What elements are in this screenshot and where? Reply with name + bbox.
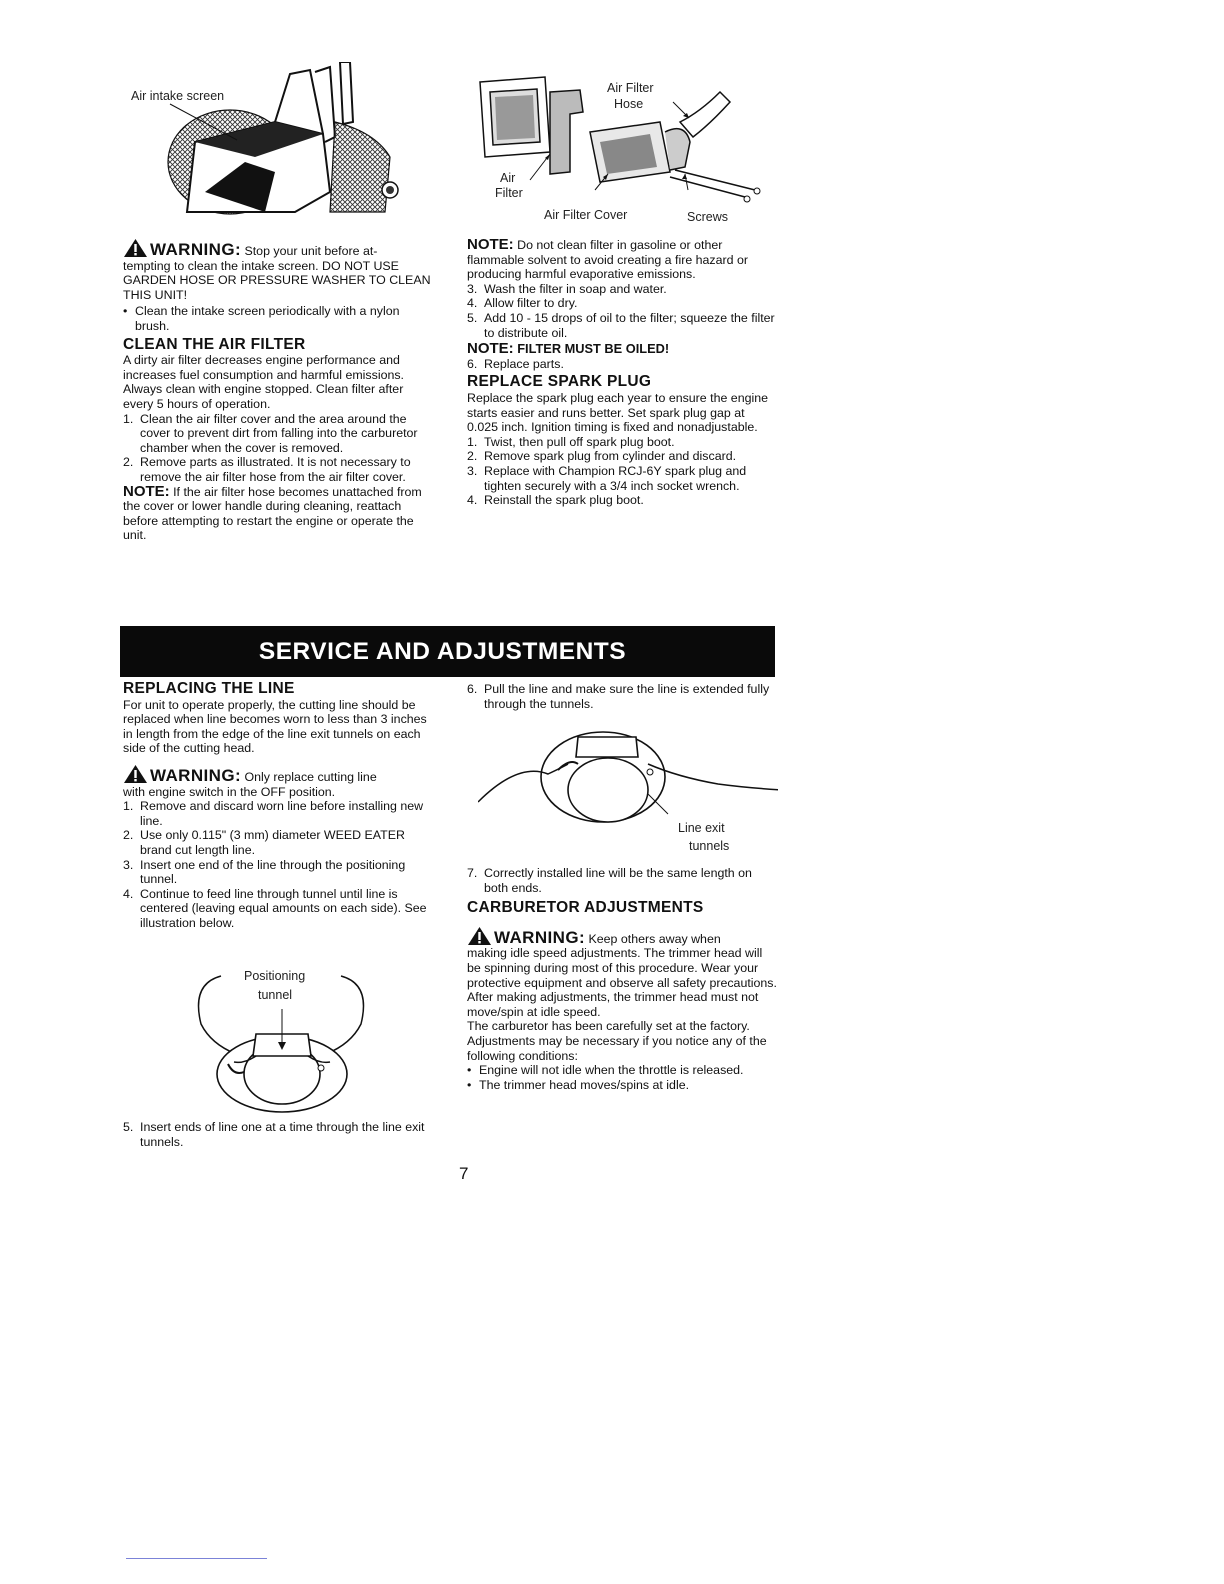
left-top-column [123,238,433,543]
warning-word: WARNING: [150,240,242,259]
positioning-label-2: tunnel [258,988,293,1002]
warning-text-rest: tempting to clean the intake screen. DO NOT USE GARDEN HOSE OR PRESSURE WASHER TO CLEAN THIS UNIT! [123,258,431,302]
air-intake-illustration [125,62,415,222]
air-filter-label-1: Air [500,171,516,185]
list-item: 6. Pull the line and make sure the line is extended fully through the tunnels. [467,682,770,711]
section-banner-title: SERVICE AND ADJUSTMENTS [258,637,627,665]
air-intake-figure [125,62,415,222]
list-item: 3. Insert one end of the line through the positioning tunnel. [123,857,406,887]
list-item: 2. Remove spark plug from cylinder and discard. [467,449,737,464]
list-item: 6. Replace parts. [467,356,564,371]
list-item: • The trimmer head moves/spins at idle. [467,1077,690,1092]
carburetor-warning: WARNING: Keep others away when making idle speed adjustments. The trimmer head will be spinning during most of this procedure. Wear your protective equipment and observe all safety precautions. After making adjustments, the trimmer head must not move/spin at idle speed. [467,927,777,1019]
positioning-tunnel-illustration [186,964,376,1116]
air-filter-figure [475,62,775,230]
list-item: 5. Insert ends of line one at a time through the line exit tunnels. [123,1120,425,1149]
list-item: 1. Clean the air filter cover and the area around the cover to prevent dirt from falling into the carburetor chamber when the cover is removed. [123,411,418,455]
right-top-column [467,238,778,508]
spark-plug-intro: Replace the spark plug each year to ensure the engine starts easier and runs better. Set spark plug gap at 0.025 inch. Ignition timing is fixed and nonadjustable. [467,390,769,435]
section-banner [120,626,775,677]
right-bottom-step6 [467,682,778,711]
line-exit-label-1: Line exit [678,821,725,835]
list-item: • Engine will not idle when the throttle is released. [467,1063,744,1078]
warning-icon [123,238,148,258]
page-number: 7 [459,1164,469,1183]
screws-label: Screws [687,210,728,224]
replacing-line-heading: REPLACING THE LINE [123,680,295,697]
air-filter-hose-label-2: Hose [614,97,644,111]
oil-note: NOTE: FILTER MUST BE OILED! [467,340,670,358]
line-warning: WARNING: Only replace cutting line with engine switch in the OFF position. [123,765,377,799]
bottom-rule [126,1558,267,1559]
list-item: • Clean the intake screen periodically with a nylon brush. [123,304,400,333]
clean-air-filter-heading: CLEAN THE AIR FILTER [123,335,306,353]
list-item: 3. Wash the filter in soap and water. [467,281,667,296]
positioning-label-1: Positioning [244,969,306,983]
list-item: 4. Reinstall the spark plug boot. [467,493,644,508]
carburetor-paragraph: The carburetor has been carefully set at the factory. Adjustments may be necessary if you notice any of the following conditions: [467,1019,767,1063]
air-filter-label-2: Filter [495,186,523,200]
line-exit-label-2: tunnels [689,839,730,853]
solvent-note: NOTE: Do not clean filter in gasoline or other flammable solvent to avoid creating a fire hazard or producing harmful evaporative emissions. [467,236,748,282]
list-item: 4. Continue to feed line through tunnel until line is centered (leaving equal amounts on each side). See illustration below. [123,886,427,930]
replacing-line-intro: For unit to operate properly, the cutting line should be replaced when line becomes worn to less than 3 inches in length from the edge of the line exit tunnels on each side of the cutting head. [123,697,427,756]
list-item: 7. Correctly installed line will be the same length on both ends. [467,866,752,895]
warning-text-1: Stop your unit before at- [241,244,378,258]
left-bottom-step5 [123,1120,433,1149]
positioning-tunnel-figure [186,964,376,1116]
air-filter-cover-label: Air Filter Cover [544,208,628,222]
warning-icon [467,926,492,946]
air-filter-hose-label-1: Air Filter [607,81,654,95]
list-item: 1. Twist, then pull off spark plug boot. [467,434,675,449]
list-item: 4. Allow filter to dry. [467,296,578,311]
carburetor-heading: CARBURETOR ADJUSTMENTS [467,899,704,917]
intake-warning [123,238,433,302]
list-item: 5. Add 10 - 15 drops of oil to the filter; squeeze the filter to distribute oil. [467,310,775,340]
left-bottom-column [123,682,433,931]
line-exit-figure [478,722,778,862]
line-exit-illustration [478,722,778,862]
air-intake-screen-label: Air intake screen [131,89,225,103]
list-item: 3. Replace with Champion RCJ-6Y spark plug and tighten securely with a 3/4 inch socket wrench. [467,463,747,493]
clean-air-filter-intro: A dirty air filter decreases engine performance and increases fuel consumption and harmful emissions. Always clean with engine stopped. Clean filter after every 5 hours of operation. [123,353,404,411]
list-item: 2. Use only 0.115" (3 mm) diameter WEED EATER brand cut length line. [123,828,405,857]
list-item: 1. Remove and discard worn line before installing new line. [123,799,424,828]
air-filter-note: NOTE: If the air filter hose becomes unattached from the cover or lower handle during cleaning, reattach before attempting to restart the engine or operate the unit. [123,482,422,543]
list-item: 2. Remove parts as illustrated. It is not necessary to remove the air filter hose from the air filter cover. [123,455,411,484]
spark-plug-heading: REPLACE SPARK PLUG [467,373,652,391]
warning-icon [123,764,148,784]
right-bottom-column [467,866,778,1092]
